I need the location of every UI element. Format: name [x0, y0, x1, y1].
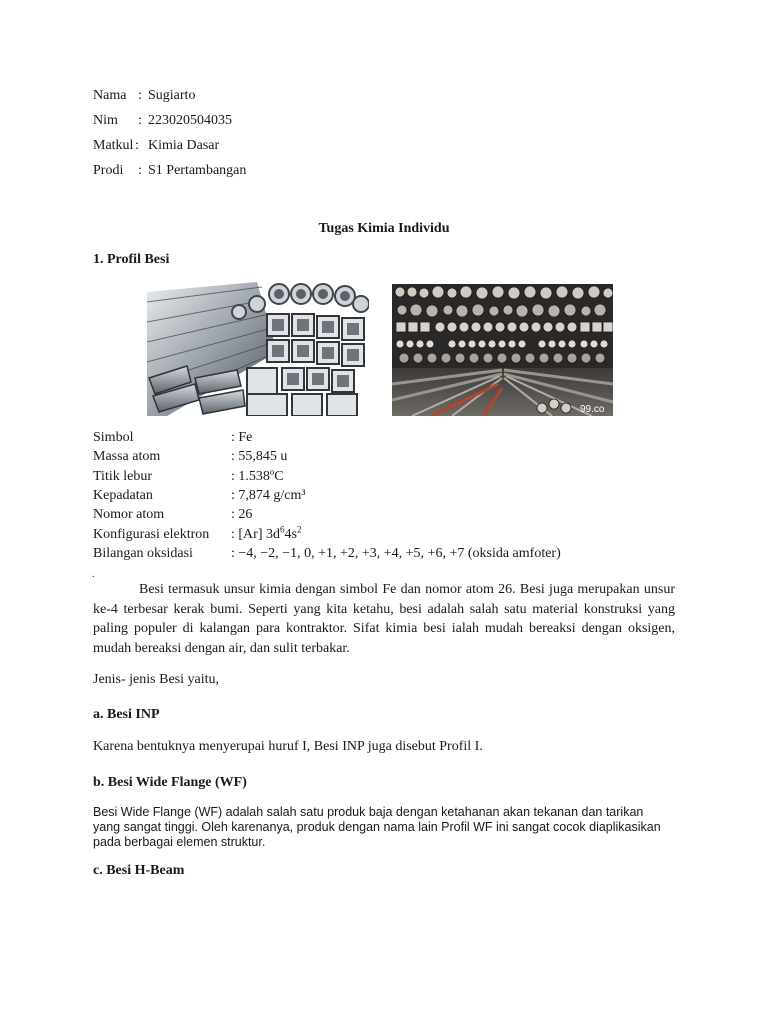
- identity-value-nama: Sugiarto: [148, 88, 196, 103]
- identity-label-prodi: Prodi: [93, 163, 124, 178]
- identity-label-nim: Nim: [93, 113, 118, 128]
- property-value: : 7,874 g/cm³: [231, 488, 306, 503]
- steel-tubes-image: [147, 282, 369, 416]
- identity-label-nama: Nama: [93, 88, 127, 103]
- subheading-besi-inp: a. Besi INP: [93, 707, 160, 722]
- identity-label-matkul: Matkul: [93, 138, 134, 153]
- besi-inp-text: Karena bentuknya menyerupai huruf I, Besi INP juga disebut Profil I.: [93, 739, 483, 754]
- steel-warehouse-image: [392, 284, 613, 416]
- jenis-besi-intro: Jenis- jenis Besi yaitu,: [93, 672, 219, 687]
- image-watermark: 99.co: [580, 404, 605, 415]
- property-value: : 1.538ºC: [231, 469, 284, 484]
- identity-separator: :: [138, 113, 142, 128]
- property-label: Simbol: [93, 430, 134, 445]
- property-label: Konfigurasi elektron: [93, 527, 210, 542]
- subheading-besi-wf: b. Besi Wide Flange (WF): [93, 775, 247, 790]
- property-value: : Fe: [231, 430, 253, 445]
- property-label: Massa atom: [93, 449, 161, 464]
- section-heading-profil-besi: 1. Profil Besi: [93, 252, 170, 267]
- electron-configuration-value: : [Ar] $3d^64s^2$: [231, 524, 302, 542]
- paragraph-besi-description: [93, 580, 675, 658]
- property-label: Kepadatan: [93, 488, 153, 503]
- property-label: Bilangan oksidasi: [93, 546, 193, 561]
- document-title: Tugas Kimia Individu: [318, 221, 450, 236]
- identity-value-prodi: S1 Pertambangan: [148, 163, 247, 178]
- stray-dot: .: [92, 569, 95, 580]
- property-label: Titik lebur: [93, 469, 152, 484]
- identity-separator: :: [138, 88, 142, 103]
- property-value: : 26: [231, 507, 253, 522]
- identity-value-nim: 223020504035: [148, 113, 232, 128]
- subheading-besi-h-beam: c. Besi H-Beam: [93, 863, 185, 878]
- identity-separator: :: [135, 138, 139, 153]
- besi-wf-text: Besi Wide Flange (WF) adalah salah satu produk baja dengan ketahanan akan tekanan dan tarikan yang sangat tinggi. Oleh karenanya, produk dengan nama lain Profil WF ini sangat cocok diaplikasikan pada berbagai elemen struktur.: [93, 805, 661, 849]
- paragraph-text: Besi termasuk unsur kimia dengan simbol Fe dan nomor atom 26. Besi juga merupakan unsur ke-4 terbesar kerak bumi. Seperti yang kita ketahu, besi adalah salah satu material konstruksi yang paling populer di kalangan para kontraktor. Sifat kimia besi ialah mudah bereaksi dengan oksigen, mudah bereaksi dengan air, dan sulit terbakar.: [93, 582, 675, 656]
- identity-separator: :: [138, 163, 142, 178]
- property-label: Nomor atom: [93, 507, 165, 522]
- property-value: : −4, −2, −1, 0, +1, +2, +3, +4, +5, +6, +7 (oksida amfoter): [231, 546, 561, 561]
- property-value: : 55,845 u: [231, 449, 288, 464]
- identity-value-matkul: Kimia Dasar: [148, 138, 220, 153]
